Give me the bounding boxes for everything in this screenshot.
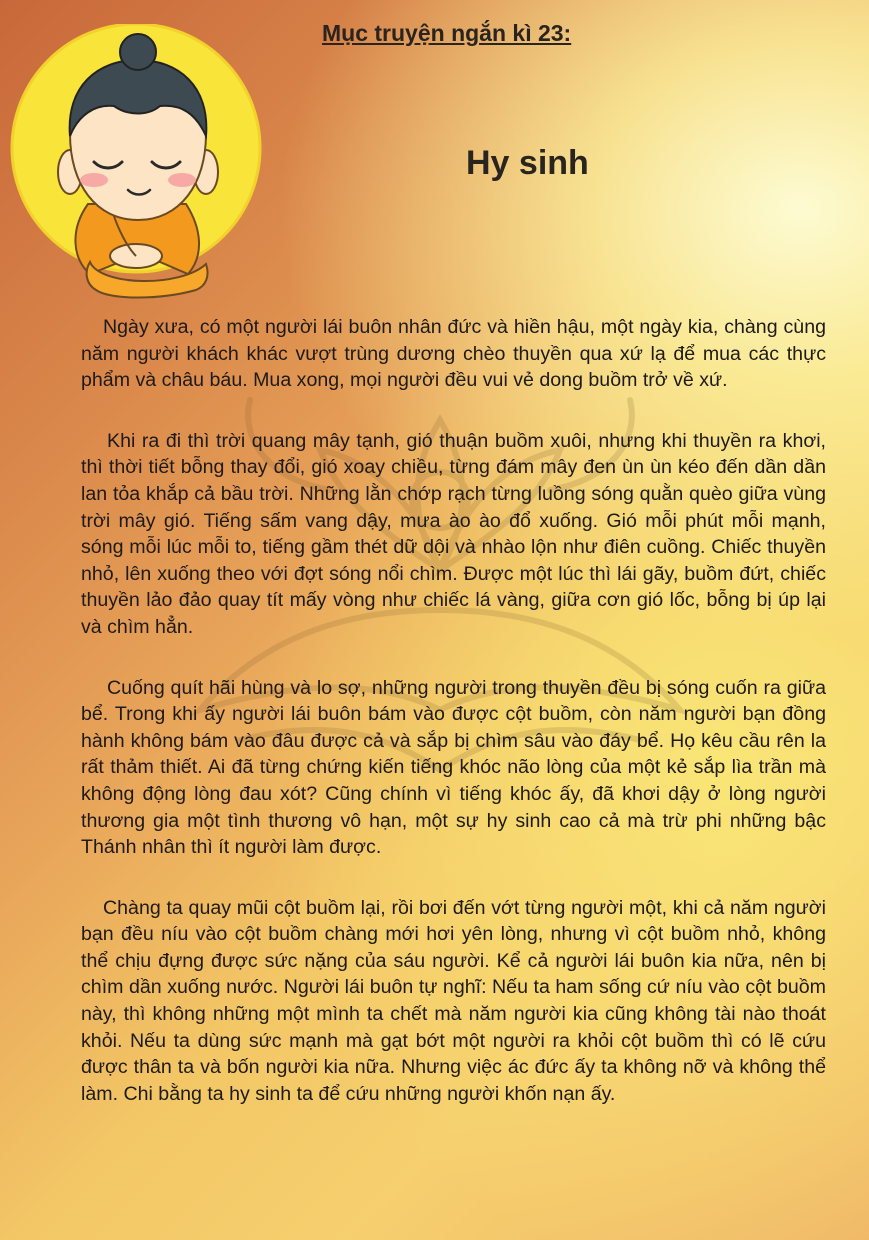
story-paragraph: Khi ra đi thì trời quang mây tạnh, gió thuận buồm xuôi, nhưng khi thuyền ra khơi, thì thời tiết bỗng thay đổi, gió xoay chiều, từng đám mây đen ùn ùn kéo đến dần dần lan tỏa khắp cả bầu trời. Những lằn chớp rạch từng luồng sóng quằn quèo giữa vùng trời mây gió. Tiếng sấm vang dậy, mưa ào ào đổ xuống. Gió mỗi phút mỗi mạnh, sóng mỗi lúc mỗi to, tiếng gầm thét dữ dội và nhào lộn như điên cuồng. Chiếc thuyền nhỏ, lên xuống theo với đợt sóng nổi chìm. Được một lúc thì lái gãy, buồm đứt, chiếc thuyền lảo đảo quay tít mấy vòng như chiếc lá vàng, giữa cơn gió lốc, bỗng bị úp lại và chìm hẳn. — [81, 429, 826, 638]
story-title: Hy sinh — [466, 144, 589, 182]
story-paragraph: Cuống quít hãi hùng và lo sợ, những người trong thuyền đều bị sóng cuốn ra giữa bể. Trong khi ấy người lái buôn bám vào được cột buồm, còn năm người bạn đồng hành không bám vào đâu được cả và sắp bị chìm sâu vào đáy bể. Họ kêu cầu rên la rất thảm thiết. Ai đã từng chứng kiến tiếng khóc não lòng của một kẻ sắp lìa trần mà không động lòng đau xót? Cũng chính vì tiếng khóc ấy, đã khơi dậy ở lòng người thương gia một tình thương vô hạn, một sự hy sinh cao cả mà trừ phi những bậc Thánh nhân thì ít người làm được. — [81, 676, 826, 859]
series-heading: Mục truyện ngắn kì 23: — [322, 20, 572, 46]
story-body — [81, 314, 826, 1141]
story-paragraph: Chàng ta quay mũi cột buồm lại, rồi bơi đến vớt từng người một, khi cả năm người bạn đều níu vào cột buồm chàng mới hơi yên lòng, nhưng vì cột buồm nhỏ, không thể chịu đựng được sức nặng của sáu người. Kể cả người lái buôn kia nữa, nên bị chìm dần xuống nước. Người lái buôn tự nghĩ: Nếu ta ham sống cứ níu vào cột buồm này, thì không những một mình ta chết mà năm người kia cũng không tài nào thoát khỏi. Nếu ta dùng sức mạnh mà gạt bớt một người ra khỏi cột buồm thì có lẽ cứu được thân ta và bốn người kia nữa. Nhưng việc ác đức ấy ta không nỡ và không thể làm. Chi bằng ta hy sinh ta để cứu những người khốn nạn ấy. — [81, 896, 826, 1105]
story-paragraph: Ngày xưa, có một người lái buôn nhân đức và hiền hậu, một ngày kia, chàng cùng năm người khách khác vượt trùng dương chèo thuyền qua xứ lạ để mua các thực phẩm và châu báu. Mua xong, mọi người đều vui vẻ dong buồm trở về xứ. — [81, 316, 826, 392]
meditating-monk-icon — [10, 24, 270, 314]
